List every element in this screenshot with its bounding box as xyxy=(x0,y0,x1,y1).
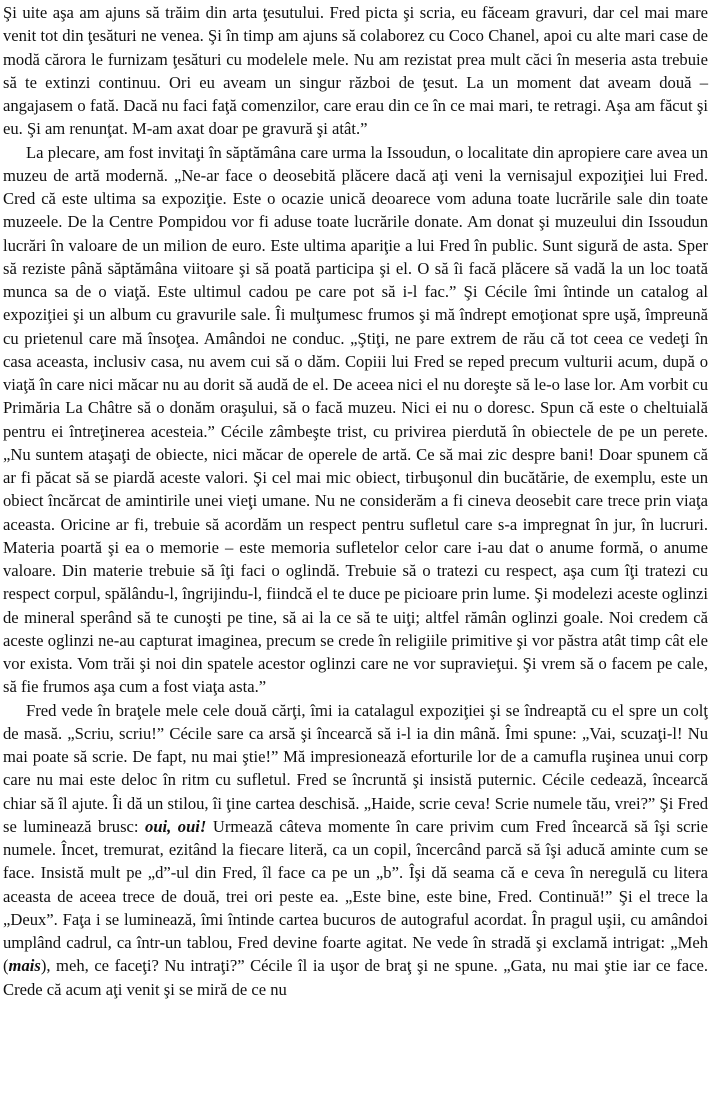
text-run: Şi uite aşa am ajuns să trăim din arta ţesutului. Fred picta şi scria, eu făceam gravuri, dar cel mai mare venit tot din ţesături ne venea. Şi în timp am ajuns să colaborez cu Coco Chanel, apoi cu alte mari case de modă cărora le furnizam ţesături cu modelele mele. Nu am rezistat prea mult căci în meseria asta trebuie să te extinzi continuu. Ori eu aveam un singur război de ţesut. La un moment dat aveam două – angajasem o fată. Dacă nu faci faţă comenzilor, care erau din ce în ce mai mari, te retragi. Aşa am făcut şi eu. Şi am renunţat. M-am axat doar pe gravură şi atât.” xyxy=(3,3,708,139)
text-run: ), meh, ce faceţi? Nu intraţi?” Cécile îl ia uşor de braţ şi ne spune. „Gata, nu mai ştie iar ce face. Crede că acum aţi venit şi se miră de ce nu xyxy=(3,956,708,999)
text-run: La plecare, am fost invitaţi în săptămâna care urma la Issoudun, o localitate din apropiere care avea un muzeu de artă modernă. „Ne-ar face o deosebită plăcere dacă aţi veni la vernisajul expoziţiei lui Fred. Cred că este ultima sa expoziţie. Este o ocazie unică deoarece vom aduna toate lucrările sale din toate muzeele. De la Centre Pompidou vor fi aduse toate lucrările donate. Am donat şi muzeului din Issoudun lucrări în valoare de un milion de euro. Este ultima apariţie a lui Fred în public. Sunt sigură de asta. Sper să reziste până săptămâna viitoare şi să poată participa şi el. O să îi facă plăcere să vadă la un loc toată munca sa de o viaţă. Este ultimul cadou pe care pot să i-l fac.” Şi Cécile îmi întinde un catalog al expoziţiei şi un album cu gravurile sale. Îi mulţumesc frumos şi mă îndrept emoţionat spre uşă, împreună cu prietenul care mă însoţea. Amândoi ne conduc. „Ştiţi, ne pare extrem de rău că tot ceea ce vedeţi în casa aceasta, inclusiv casa, nu avem cui să o dăm. Copiii lui Fred se reped precum vulturii acum, după o viaţă în care nici măcar nu au dorit să audă de el. De aceea nici el nu doreşte să le-o lase lor. Am vorbit cu Primăria La Châtre să o donăm oraşului, să o facă muzeu. Nici ei nu o doresc. Spun că este o cheltuială pentru ei întreţinerea acesteia.” Cécile zâmbeşte trist, cu privirea pierdută în obiectele de pe un perete. „Nu suntem ataşaţi de obiecte, nici măcar de operele de artă. Ce să mai zic despre bani! Doar spunem că ar fi păcat să se piardă aceste valori. Şi cel mai mic obiect, tirbuşonul din bucătărie, de exemplu, este un obiect încărcat de amintirile unei vieţi umane. Nu ne considerăm a fi cineva deosebit care trece prin viaţa aceasta. Oricine ar fi, trebuie să acordăm un respect pentru sufletul care s-a impregnat în jur, în lucruri. Materia poartă şi ea o memorie – este memoria sufletelor celor care i-au dat o anume formă, o anume valoare. Din materie trebuie să îţi faci o oglindă. Trebuie să o tratezi cu respect, aşa cum îţi tratezi cu respect corpul, spălându-l, îngrijindu-l, fiindcă el te duce pe picioare prin lume. Şi modelezi aceste oglinzi de mineral sperând să te cunoşti pe tine, să ai la ce să te uiţi; altfel rămân oglinzi goale. Noi credem că aceste oglinzi ne-au capturat imaginea, precum se crede în religiile primitive şi vor păstra atât timp cât ele vor exista. Vom trăi şi noi din spatele acestor oglinzi care ne vor supravieţui. Şi vrem să o facem pe cale, să fie frumos aşa cum a fost viaţa asta.” xyxy=(3,142,708,697)
italic-word-mais: mais xyxy=(8,956,41,976)
paragraph-1 xyxy=(3,1,708,141)
paragraph-2 xyxy=(3,141,708,699)
italic-phrase-oui: oui, oui! xyxy=(145,816,207,836)
text-run: Urmează câteva momente în care privim cum Fred încearcă să îşi scrie numele. Încet, tremurat, ezitând la fiecare literă, ca un copil, încercând parcă să îşi aducă aminte cum se face. Insistă mult pe „d”-ul din Fred, îl face ca pe un „b”. Îşi dă seama că e ceva în neregulă cu litera aceasta de aceea trece de două, trei ori peste ea. „Este bine, este bine, Fred. Continuă!” Şi el trece la „Deux”. Faţa i se luminează, îmi întinde cartea bucuros de autograful acordat. În pragul uşii, cu amândoi umplând cadrul, ca într-un tablou, Fred devine foarte agitat. Ne vede în stradă şi exclamă intrigat: „Meh ( xyxy=(3,816,708,976)
text-run: Fred vede în braţele mele cele două cărţi, îmi ia catalagul expoziţiei şi se îndreaptă cu el spre un colţ de masă. „Scriu, scriu!” Cécile sare ca arsă şi încearcă să i-l ia din mână. Îmi spune: „Vai, scuzaţi-l! Nu mai poate să scrie. De fapt, nu mai ştie!” Mă impresionează eforturile lor de a camufla ruşinea unui corp care nu mai este deloc în ritm cu sufletul. Fred se încruntă şi insistă puternic. Cécile cedează, încearcă chiar să îl ajute. Îi dă un stilou, îi ţine cartea deschisă. „Haide, scrie ceva! Scrie numele tău, vrei?” Şi Fred se luminează brusc: xyxy=(3,700,708,836)
paragraph-3 xyxy=(3,699,708,1001)
